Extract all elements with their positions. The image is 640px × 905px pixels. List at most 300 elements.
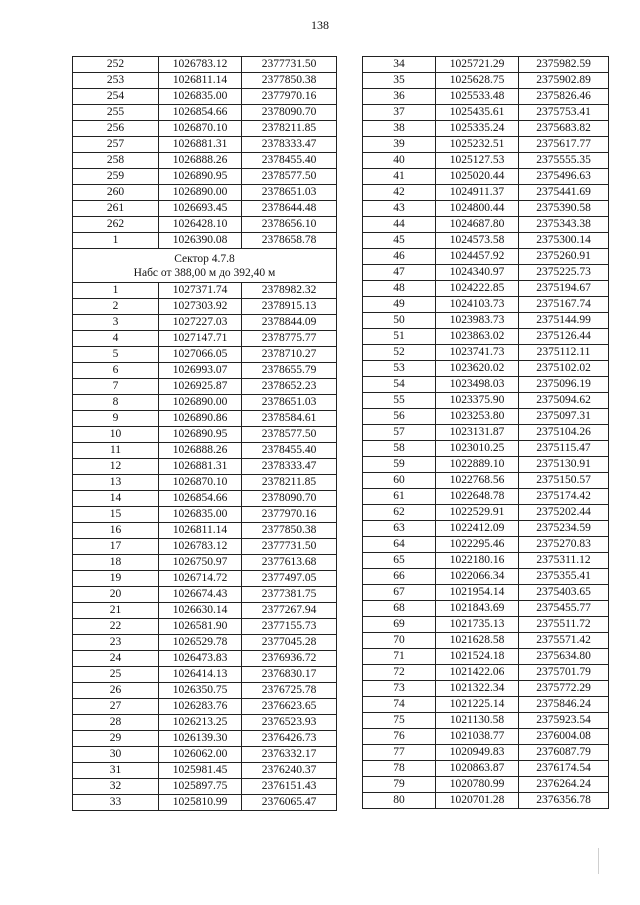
table-row [363,649,609,665]
y-coordinate-cell: 2375555.35 [519,153,609,169]
point-number-cell: 62 [363,505,436,521]
y-coordinate-cell: 2376936.72 [242,651,337,667]
table-row [73,201,337,217]
y-coordinate-cell: 2378915.13 [242,299,337,315]
table-row [73,683,337,699]
y-coordinate-cell: 2375225.73 [519,265,609,281]
table-row [73,233,337,249]
y-coordinate-cell: 2377850.38 [242,73,337,89]
y-coordinate-cell: 2375112.11 [519,345,609,361]
table-row [363,313,609,329]
table-row [73,555,337,571]
table-row [363,265,609,281]
y-coordinate-cell: 2376623.65 [242,699,337,715]
y-coordinate-cell: 2377267.94 [242,603,337,619]
x-coordinate-cell: 1022648.78 [436,489,519,505]
point-number-cell: 42 [363,185,436,201]
x-coordinate-cell: 1024573.58 [436,233,519,249]
x-coordinate-cell: 1026854.66 [159,105,242,121]
point-number-cell: 49 [363,297,436,313]
point-number-cell: 68 [363,601,436,617]
point-number-cell: 5 [73,347,159,363]
table-row [363,617,609,633]
x-coordinate-cell: 1026630.14 [159,603,242,619]
x-coordinate-cell: 1021130.58 [436,713,519,729]
x-coordinate-cell: 1026062.00 [159,747,242,763]
table-row [73,699,337,715]
table-row [363,249,609,265]
x-coordinate-cell: 1026750.97 [159,555,242,571]
x-coordinate-cell: 1024687.80 [436,217,519,233]
x-coordinate-cell: 1026714.72 [159,571,242,587]
table-row [363,457,609,473]
point-number-cell: 20 [73,587,159,603]
table-row [73,411,337,427]
y-coordinate-cell: 2377155.73 [242,619,337,635]
y-coordinate-cell: 2378651.03 [242,395,337,411]
x-coordinate-cell: 1026835.00 [159,89,242,105]
x-coordinate-cell: 1026925.87 [159,379,242,395]
table-row [363,201,609,217]
sector-header [73,249,337,283]
x-coordinate-cell: 1026414.13 [159,667,242,683]
y-coordinate-cell: 2376356.78 [519,793,609,809]
point-number-cell: 260 [73,185,159,201]
y-coordinate-cell: 2375496.63 [519,169,609,185]
table-row [363,713,609,729]
y-coordinate-cell: 2377850.38 [242,523,337,539]
x-coordinate-cell: 1026783.12 [159,539,242,555]
x-coordinate-cell: 1024800.44 [436,201,519,217]
table-row [73,89,337,105]
y-coordinate-cell: 2375260.91 [519,249,609,265]
point-number-cell: 54 [363,377,436,393]
point-number-cell: 14 [73,491,159,507]
table-row [73,443,337,459]
point-number-cell: 71 [363,649,436,665]
point-number-cell: 53 [363,361,436,377]
point-number-cell: 72 [363,665,436,681]
table-row [363,585,609,601]
y-coordinate-cell: 2375355.41 [519,569,609,585]
point-number-cell: 16 [73,523,159,539]
x-coordinate-cell: 1022180.16 [436,553,519,569]
table-row [363,681,609,697]
point-number-cell: 38 [363,121,436,137]
y-coordinate-cell: 2376004.08 [519,729,609,745]
point-number-cell: 66 [363,569,436,585]
x-coordinate-cell: 1026993.07 [159,363,242,379]
x-coordinate-cell: 1022768.56 [436,473,519,489]
point-number-cell: 10 [73,427,159,443]
table-row [73,315,337,331]
y-coordinate-cell: 2375300.14 [519,233,609,249]
point-number-cell: 257 [73,137,159,153]
y-coordinate-cell: 2378211.85 [242,121,337,137]
table-row [73,603,337,619]
x-coordinate-cell: 1027066.05 [159,347,242,363]
table-row [363,217,609,233]
x-coordinate-cell: 1021954.14 [436,585,519,601]
table-row [363,153,609,169]
y-coordinate-cell: 2375311.12 [519,553,609,569]
table-row [73,459,337,475]
table-row [73,137,337,153]
y-coordinate-cell: 2377731.50 [242,57,337,73]
y-coordinate-cell: 2378656.10 [242,217,337,233]
sector-header-row [73,249,337,283]
y-coordinate-cell: 2375390.58 [519,201,609,217]
point-number-cell: 33 [73,795,159,811]
y-coordinate-cell: 2378982.32 [242,283,337,299]
point-number-cell: 80 [363,793,436,809]
y-coordinate-cell: 2378775.77 [242,331,337,347]
y-coordinate-cell: 2378333.47 [242,137,337,153]
point-number-cell: 51 [363,329,436,345]
x-coordinate-cell: 1021322.34 [436,681,519,697]
point-number-cell: 77 [363,745,436,761]
point-number-cell: 34 [363,57,436,73]
point-number-cell: 52 [363,345,436,361]
y-coordinate-cell: 2376523.93 [242,715,337,731]
x-coordinate-cell: 1023983.73 [436,313,519,329]
y-coordinate-cell: 2378584.61 [242,411,337,427]
x-coordinate-cell: 1022889.10 [436,457,519,473]
table-row [73,491,337,507]
y-coordinate-cell: 2375102.02 [519,361,609,377]
table-row [363,121,609,137]
x-coordinate-cell: 1026283.76 [159,699,242,715]
y-coordinate-cell: 2378655.79 [242,363,337,379]
table-row [363,73,609,89]
x-coordinate-cell: 1027147.71 [159,331,242,347]
table-row [363,137,609,153]
y-coordinate-cell: 2378211.85 [242,475,337,491]
y-coordinate-cell: 2376725.78 [242,683,337,699]
point-number-cell: 57 [363,425,436,441]
table-row [73,169,337,185]
x-coordinate-cell: 1026881.31 [159,459,242,475]
x-coordinate-cell: 1025897.75 [159,779,242,795]
x-coordinate-cell: 1025981.45 [159,763,242,779]
table-row [73,587,337,603]
table-row [73,283,337,299]
x-coordinate-cell: 1026890.95 [159,169,242,185]
x-coordinate-cell: 1021628.58 [436,633,519,649]
x-coordinate-cell: 1024340.97 [436,265,519,281]
y-coordinate-cell: 2376240.37 [242,763,337,779]
x-coordinate-cell: 1026213.25 [159,715,242,731]
point-number-cell: 35 [363,73,436,89]
point-number-cell: 26 [73,683,159,699]
point-number-cell: 17 [73,539,159,555]
y-coordinate-cell: 2376174.54 [519,761,609,777]
x-coordinate-cell: 1023010.25 [436,441,519,457]
point-number-cell: 13 [73,475,159,491]
y-coordinate-cell: 2378577.50 [242,427,337,443]
table-row [363,761,609,777]
point-number-cell: 255 [73,105,159,121]
table-row [73,299,337,315]
table-row [73,667,337,683]
x-coordinate-cell: 1026693.45 [159,201,242,217]
x-coordinate-cell: 1026529.78 [159,635,242,651]
point-number-cell: 67 [363,585,436,601]
point-number-cell: 23 [73,635,159,651]
x-coordinate-cell: 1024222.85 [436,281,519,297]
x-coordinate-cell: 1026854.66 [159,491,242,507]
x-coordinate-cell: 1022295.46 [436,537,519,553]
point-number-cell: 11 [73,443,159,459]
y-coordinate-cell: 2375634.80 [519,649,609,665]
page-number: 138 [311,18,329,32]
left-coordinates-table [72,56,337,811]
table-row [73,779,337,795]
y-coordinate-cell: 2375455.77 [519,601,609,617]
table-row [363,633,609,649]
y-coordinate-cell: 2375194.67 [519,281,609,297]
table-row [363,505,609,521]
x-coordinate-cell: 1026139.30 [159,731,242,747]
table-row [363,281,609,297]
x-coordinate-cell: 1023741.73 [436,345,519,361]
x-coordinate-cell: 1026870.10 [159,121,242,137]
x-coordinate-cell: 1020949.83 [436,745,519,761]
y-coordinate-cell: 2375104.26 [519,425,609,441]
x-coordinate-cell: 1026890.86 [159,411,242,427]
y-coordinate-cell: 2377613.68 [242,555,337,571]
table-row [363,553,609,569]
x-coordinate-cell: 1026890.00 [159,395,242,411]
point-number-cell: 46 [363,249,436,265]
y-coordinate-cell: 2378577.50 [242,169,337,185]
point-number-cell: 27 [73,699,159,715]
point-number-cell: 24 [73,651,159,667]
table-row [363,793,609,809]
x-coordinate-cell: 1027371.74 [159,283,242,299]
x-coordinate-cell: 1026888.26 [159,153,242,169]
x-coordinate-cell: 1026811.14 [159,73,242,89]
point-number-cell: 254 [73,89,159,105]
table-row [363,185,609,201]
y-coordinate-cell: 2378651.03 [242,185,337,201]
table-row [73,795,337,811]
point-number-cell: 55 [363,393,436,409]
x-coordinate-cell: 1023375.90 [436,393,519,409]
point-number-cell: 22 [73,619,159,635]
table-row [73,507,337,523]
point-number-cell: 63 [363,521,436,537]
y-coordinate-cell: 2376151.43 [242,779,337,795]
point-number-cell: 6 [73,363,159,379]
x-coordinate-cell: 1022412.09 [436,521,519,537]
y-coordinate-cell: 2375144.99 [519,313,609,329]
table-row [73,153,337,169]
point-number-cell: 2 [73,299,159,315]
y-coordinate-cell: 2376426.73 [242,731,337,747]
x-coordinate-cell: 1023253.80 [436,409,519,425]
x-coordinate-cell: 1027227.03 [159,315,242,331]
table-row [363,89,609,105]
y-coordinate-cell: 2375126.44 [519,329,609,345]
table-row [73,619,337,635]
x-coordinate-cell: 1021524.18 [436,649,519,665]
point-number-cell: 262 [73,217,159,233]
table-row [363,169,609,185]
table-row [73,539,337,555]
y-coordinate-cell: 2375441.69 [519,185,609,201]
point-number-cell: 258 [73,153,159,169]
y-coordinate-cell: 2378658.78 [242,233,337,249]
point-number-cell: 36 [363,89,436,105]
table-row [363,697,609,713]
x-coordinate-cell: 1020701.28 [436,793,519,809]
x-coordinate-cell: 1026390.08 [159,233,242,249]
y-coordinate-cell: 2378455.40 [242,443,337,459]
point-number-cell: 261 [73,201,159,217]
table-row [363,361,609,377]
table-row [363,665,609,681]
point-number-cell: 18 [73,555,159,571]
y-coordinate-cell: 2378090.70 [242,491,337,507]
point-number-cell: 25 [73,667,159,683]
table-row [73,731,337,747]
point-number-cell: 19 [73,571,159,587]
x-coordinate-cell: 1025127.53 [436,153,519,169]
y-coordinate-cell: 2375130.91 [519,457,609,473]
x-coordinate-cell: 1026881.31 [159,137,242,153]
y-coordinate-cell: 2377381.75 [242,587,337,603]
y-coordinate-cell: 2378455.40 [242,153,337,169]
y-coordinate-cell: 2375701.79 [519,665,609,681]
y-coordinate-cell: 2378844.09 [242,315,337,331]
y-coordinate-cell: 2375096.19 [519,377,609,393]
point-number-cell: 7 [73,379,159,395]
table-row [363,409,609,425]
x-coordinate-cell: 1025628.75 [436,73,519,89]
point-number-cell: 252 [73,57,159,73]
x-coordinate-cell: 1026870.10 [159,475,242,491]
table-row [363,489,609,505]
y-coordinate-cell: 2375202.44 [519,505,609,521]
table-row [73,651,337,667]
point-number-cell: 1 [73,283,159,299]
x-coordinate-cell: 1026581.90 [159,619,242,635]
x-coordinate-cell: 1023131.87 [436,425,519,441]
sector-title: Сектор 4.7.8 [174,252,235,265]
x-coordinate-cell: 1020780.99 [436,777,519,793]
y-coordinate-cell: 2377045.28 [242,635,337,651]
point-number-cell: 253 [73,73,159,89]
point-number-cell: 50 [363,313,436,329]
point-number-cell: 30 [73,747,159,763]
x-coordinate-cell: 1021735.13 [436,617,519,633]
point-number-cell: 3 [73,315,159,331]
point-number-cell: 259 [73,169,159,185]
y-coordinate-cell: 2378333.47 [242,459,337,475]
y-coordinate-cell: 2375571.42 [519,633,609,649]
point-number-cell: 31 [73,763,159,779]
y-coordinate-cell: 2375753.41 [519,105,609,121]
point-number-cell: 8 [73,395,159,411]
point-number-cell: 74 [363,697,436,713]
x-coordinate-cell: 1025020.44 [436,169,519,185]
table-row [73,523,337,539]
table-row [363,345,609,361]
point-number-cell: 37 [363,105,436,121]
y-coordinate-cell: 2376264.24 [519,777,609,793]
y-coordinate-cell: 2375923.54 [519,713,609,729]
x-coordinate-cell: 1023863.02 [436,329,519,345]
x-coordinate-cell: 1024457.92 [436,249,519,265]
y-coordinate-cell: 2375115.47 [519,441,609,457]
x-coordinate-cell: 1026674.43 [159,587,242,603]
point-number-cell: 45 [363,233,436,249]
table-row [73,571,337,587]
table-row [73,73,337,89]
x-coordinate-cell: 1020863.87 [436,761,519,777]
y-coordinate-cell: 2378644.48 [242,201,337,217]
table-row [73,331,337,347]
y-coordinate-cell: 2375683.82 [519,121,609,137]
point-number-cell: 41 [363,169,436,185]
y-coordinate-cell: 2375343.38 [519,217,609,233]
point-number-cell: 9 [73,411,159,427]
y-coordinate-cell: 2375174.42 [519,489,609,505]
x-coordinate-cell: 1025810.99 [159,795,242,811]
x-coordinate-cell: 1022529.91 [436,505,519,521]
point-number-cell: 28 [73,715,159,731]
table-row [363,537,609,553]
x-coordinate-cell: 1026811.14 [159,523,242,539]
table-row [73,121,337,137]
point-number-cell: 21 [73,603,159,619]
table-row [363,425,609,441]
y-coordinate-cell: 2378652.23 [242,379,337,395]
table-row [73,217,337,233]
y-coordinate-cell: 2375234.59 [519,521,609,537]
point-number-cell: 58 [363,441,436,457]
y-coordinate-cell: 2375772.29 [519,681,609,697]
table-row [73,715,337,731]
y-coordinate-cell: 2375511.72 [519,617,609,633]
point-number-cell: 39 [363,137,436,153]
point-number-cell: 65 [363,553,436,569]
table-row [363,297,609,313]
point-number-cell: 79 [363,777,436,793]
x-coordinate-cell: 1025721.29 [436,57,519,73]
point-number-cell: 12 [73,459,159,475]
point-number-cell: 76 [363,729,436,745]
y-coordinate-cell: 2376332.17 [242,747,337,763]
y-coordinate-cell: 2376830.17 [242,667,337,683]
point-number-cell: 48 [363,281,436,297]
point-number-cell: 256 [73,121,159,137]
table-row [363,441,609,457]
y-coordinate-cell: 2375902.89 [519,73,609,89]
table-row [363,105,609,121]
y-coordinate-cell: 2375097.31 [519,409,609,425]
point-number-cell: 56 [363,409,436,425]
table-row [73,763,337,779]
y-coordinate-cell: 2375982.59 [519,57,609,73]
y-coordinate-cell: 2375846.24 [519,697,609,713]
point-number-cell: 47 [363,265,436,281]
table-row [73,185,337,201]
point-number-cell: 32 [73,779,159,795]
table-row [363,745,609,761]
point-number-cell: 40 [363,153,436,169]
